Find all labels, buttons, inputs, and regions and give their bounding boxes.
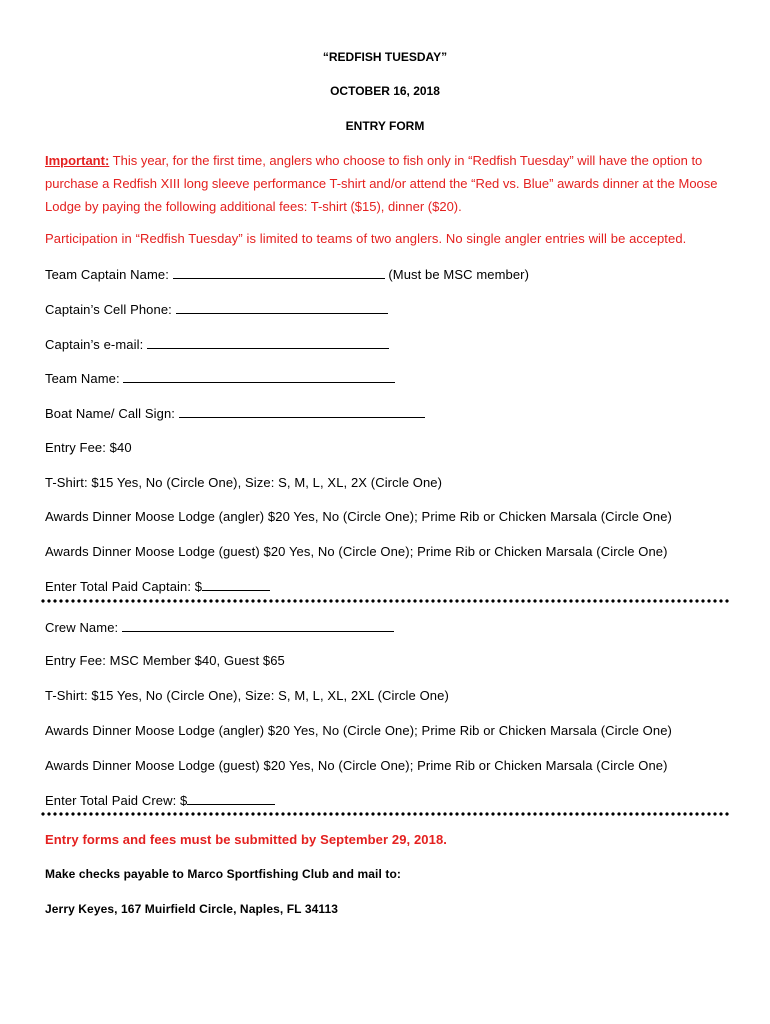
crew-name-label: Crew Name: [45,620,122,635]
captain-name-field[interactable] [173,266,385,279]
divider-dotted [40,812,730,816]
event-title: “REDFISH TUESDAY” [322,50,448,64]
mailing-address: Jerry Keyes, 167 Muirfield Circle, Naples, FL 34113 [45,902,339,916]
team-name-field[interactable] [123,370,395,383]
captain-email-label: Captain’s e-mail: [45,337,147,352]
crew-total-row [45,792,275,808]
crew-name-row [45,619,394,635]
important-text: This year, for the first time, anglers who choose to fish only in “Redfish Tuesday” will have the option to purchase a Redfish XIII long sleeve performance T-shirt and/or attend the “Red vs. Blue” awards dinner at the Moose Lodge by paying the following additional fees: T-shirt ($15), dinner ($20). [45,153,718,214]
captain-name-note: (Must be MSC member) [384,267,530,282]
captain-tshirt-option: T-Shirt: $15 Yes, No (Circle One), Size: S, M, L, XL, 2X (Circle One) [45,475,443,490]
team-name-label: Team Name: [45,371,124,386]
captain-entry-fee: Entry Fee: $40 [45,440,132,455]
team-name-row [45,370,395,386]
divider-dotted [40,599,730,603]
crew-entry-fee: Entry Fee: MSC Member $40, Guest $65 [45,653,285,668]
crew-tshirt-option: T-Shirt: $15 Yes, No (Circle One), Size: S, M, L, XL, 2XL (Circle One) [45,688,449,703]
captain-dinner-angler: Awards Dinner Moose Lodge (angler) $20 Yes, No (Circle One); Prime Rib or Chicken Marsala (Circle One) [45,509,672,524]
captain-name-label: Team Captain Name: [45,267,173,282]
boat-name-row [45,405,425,421]
deadline-note: Entry forms and fees must be submitted by September 29, 2018. [45,832,448,847]
form-title: ENTRY FORM [345,119,425,133]
crew-total-label: Enter Total Paid Crew: $ [45,793,188,808]
boat-name-field[interactable] [179,405,425,418]
participation-note: Participation in “Redfish Tuesday” is limited to teams of two anglers. No single angler entries will be accepted. [45,231,687,246]
crew-total-field[interactable] [187,792,275,805]
captain-phone-label: Captain’s Cell Phone: [45,302,176,317]
crew-dinner-guest: Awards Dinner Moose Lodge (guest) $20 Yes, No (Circle One); Prime Rib or Chicken Marsala (Circle One) [45,758,668,773]
important-label: Important: [45,153,110,168]
captain-email-field[interactable] [147,336,389,349]
captain-total-label: Enter Total Paid Captain: $ [45,579,203,594]
captain-phone-field[interactable] [176,301,388,314]
boat-name-label: Boat Name/ Call Sign: [45,406,179,421]
captain-total-field[interactable] [202,578,270,591]
captain-dinner-guest: Awards Dinner Moose Lodge (guest) $20 Yes, No (Circle One); Prime Rib or Chicken Marsala (Circle One) [45,544,668,559]
crew-name-field[interactable] [122,619,394,632]
captain-phone-row [45,301,388,317]
captain-total-row [45,578,270,594]
important-notice [45,149,735,218]
event-date: OCTOBER 16, 2018 [330,84,440,98]
captain-name-row [45,266,529,282]
checks-payable: Make checks payable to Marco Sportfishing Club and mail to: [45,867,401,881]
crew-dinner-angler: Awards Dinner Moose Lodge (angler) $20 Yes, No (Circle One); Prime Rib or Chicken Marsala (Circle One) [45,723,672,738]
captain-email-row [45,336,389,352]
